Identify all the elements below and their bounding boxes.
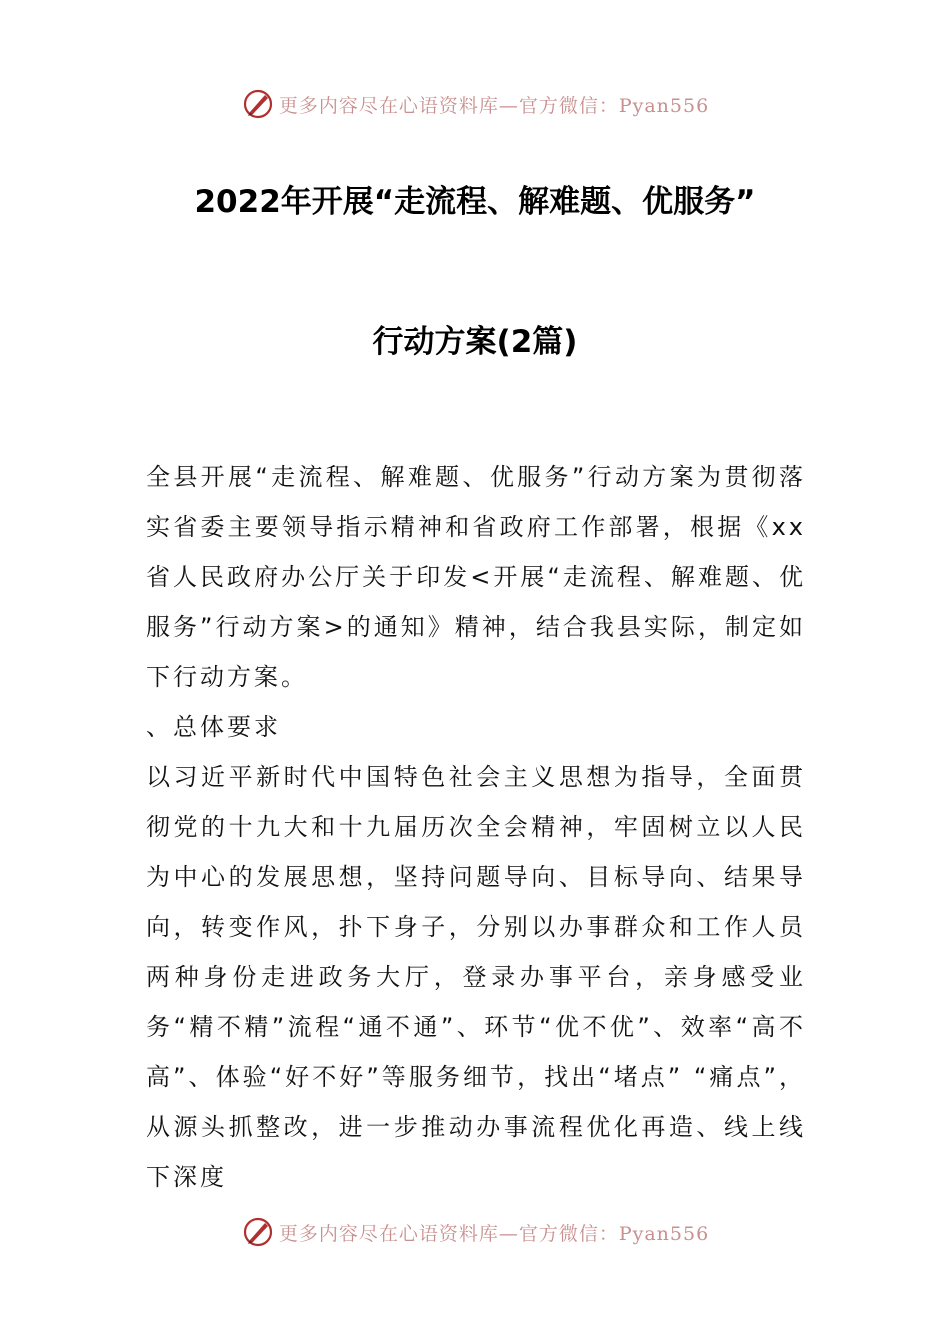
intro-paragraph: 全县开展“走流程、解难题、优服务”行动方案为贯彻落实省委主要领导指示精神和省政府工作部署，根据《xx省人民政府办公厅关于印发<开展“走流程、解难题、优服务”行动方案>的通知》精神，结合我县实际，制定如下行动方案。: [146, 463, 806, 691]
document-title-line-1: 2022年开展“走流程、解难题、优服务”: [194, 184, 756, 220]
requirements-paragraph: 以习近平新时代中国特色社会主义思想为指导，全面贯彻党的十九大和十九届历次全会精神，牢固树立以人民为中心的发展思想，坚持问题导向、目标导向、结果导向，转变作风，扑下身子，分别以办事群众和工作人员两种身份走进政务大厅，登录办事平台，亲身感受业务“精不精”流程“通不通”、环节“优不优”、效率“高不高”、体验“好不好”等服务细节，找出“堵点” “痛点”，从源头抓整改，进一步推动办事流程优化再造、线上线下深度: [146, 763, 806, 1191]
pen-logo-icon: [241, 87, 275, 121]
section-heading: 、总体要求: [146, 713, 281, 741]
footer-watermark: [0, 1212, 950, 1252]
document-title-line-2: 行动方案(2篇): [372, 324, 578, 360]
pen-logo-icon: [241, 1215, 275, 1249]
header-watermark: [0, 84, 950, 124]
watermark-text: 更多内容尽在心语资料库—官方微信：Pyan556: [278, 1222, 710, 1245]
watermark-text: 更多内容尽在心语资料库—官方微信：Pyan556: [278, 94, 710, 117]
document-body: [146, 452, 806, 1202]
